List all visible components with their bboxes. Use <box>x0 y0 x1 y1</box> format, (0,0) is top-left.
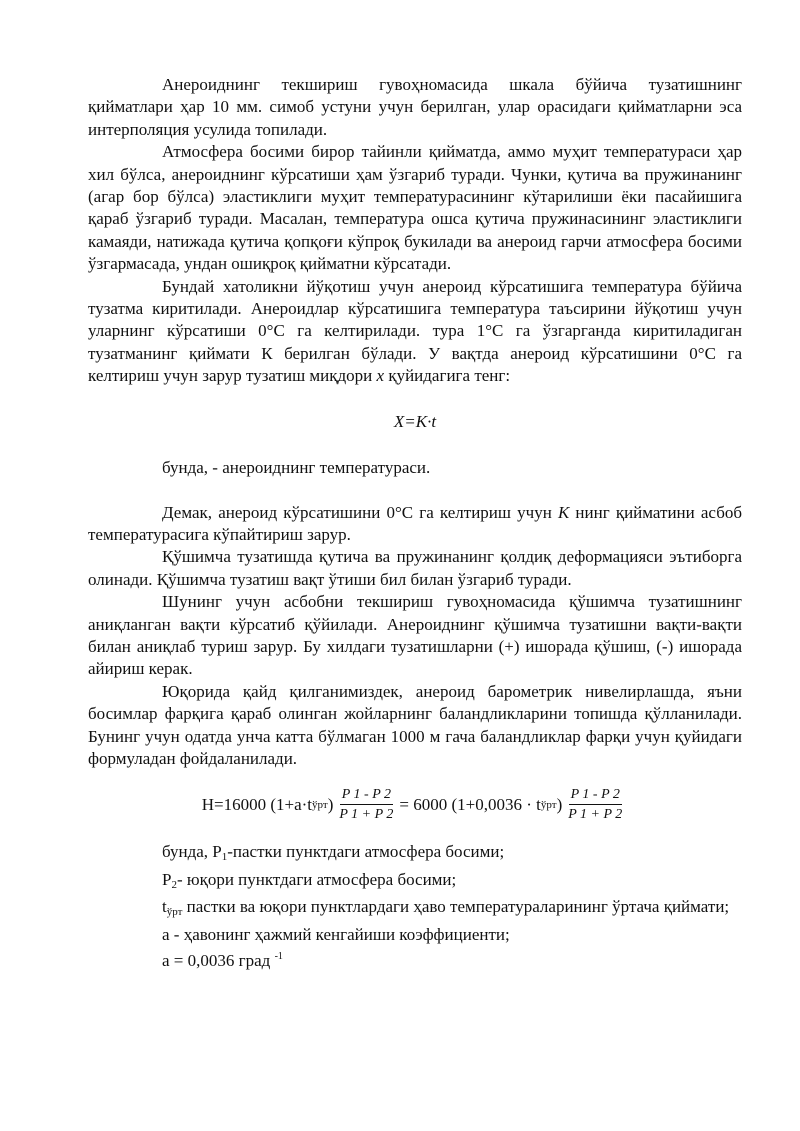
fraction-2-numerator: P 1 - P 2 <box>569 786 622 805</box>
formula-sub1: ўрт <box>312 798 328 811</box>
definition-t-rest: пастки ва юқори пунктлардаги ҳаво температураларининг ўртача қиймати; <box>182 897 730 917</box>
paragraph-multiply-k <box>88 502 742 547</box>
p5-text-a: Демак, анероид кўрсатишини 0°С га келтириш учун <box>162 502 558 522</box>
definition-p1-rest: -пастки пунктдаги атмосфера босими; <box>227 842 505 862</box>
definition-a: а - ҳавонинг ҳажмий кенгайиши коэффициенти; <box>162 924 510 944</box>
spacer <box>88 480 742 502</box>
paragraph-temperature-correction <box>88 276 742 388</box>
p3-text-b: қуйидагига тенг: <box>384 366 511 386</box>
formula-sub2: ўрт <box>540 798 557 811</box>
paragraph-additional-correction: Қўшимча тузатишда қутича ва пружинанинг қолдиқ деформацияси эътиборга олинади. Қўшимча тузатиш вақт ўтиши бил билан ўзгариб туради. <box>88 547 742 589</box>
definition-p2 <box>88 869 742 896</box>
fraction-2 <box>566 786 624 823</box>
definition-p2-rest: - юқори пунктдаги атмосфера босими; <box>176 869 457 889</box>
fraction-1 <box>337 786 395 823</box>
paragraph-barometric-levelling: Юқорида қайд қилганимиздек, анероид барометрик нивелирлашда, яъни босимлар фарқига қараб олинган жойларнинг баландликларини топишда қўлланилади. Бунинг учун одатда унча катта бўлмаган 1000 м гача баландликлар фарқи учун қуйидаги формуладан фойдаланилади. <box>88 681 742 768</box>
formula-close2: ) <box>556 794 563 814</box>
definition-p2-sub: 2 <box>171 878 177 891</box>
p5-variable-k: К <box>557 502 570 522</box>
definition-t-text: t <box>162 897 167 917</box>
definition-t-average <box>88 896 742 923</box>
definition-p1 <box>88 841 742 868</box>
definition-p2-text: Р <box>162 869 172 889</box>
definition-p1-text: бунда, Р <box>162 842 222 862</box>
paragraph-temperature-effect: Атмосфера босими бирор тайинли қийматда, аммо муҳит температураси ҳар хил бўлса, анероиднинг кўрсатиши ҳам ўзгариб туради. Чунки, қутича ва пружинанинг (агар бор бўлса) эластиклиги муҳит температурасининг кўтарилиши ёки пасайишига қараб ўзгариб туради. Масалан, температура ошса қутича пружинасининг эластиклиги камаяди, натижада қутича қопқоғи кўпроқ букилади ва анероид гарчи атмосфера босими ўзгармасада, ундан ошиқроқ қийматни кўрсатади. <box>88 142 742 274</box>
p3-text-a: Бундай хатоликни йўқотиш учун анероид кўрсатишига температура бўйича тузатма киритилади. Анероидлар кўрсатишига температура таъсирини йўқотиш учун уларнинг кўрсатиши 0°С га келтирилади. тура 1°С га ўзгарганда киритиладиган тузатманинг қиймати К берилган бўлади. У вақтда анероид кўрсатишини 0°С га келтириш учун зарур тузатиш миқдори <box>88 276 742 386</box>
p5-text-b: нинг қийматини асбоб температурасига кўпайтириш зарур. <box>88 502 742 544</box>
paragraph-scale-correction: Анероиднинг текшириш гувоҳномасида шкала бўйича тузатишнинг қийматлари ҳар 10 мм. симоб устуни учун берилган, улар орасидаги қийматларни эса интерполяция усулида топилади. <box>88 75 742 139</box>
formula-mid: = 6000 (1+0,0036 · t <box>399 794 541 814</box>
p3-variable-x: x <box>376 366 385 386</box>
fraction-1-denominator: P 1 + P 2 <box>339 807 394 823</box>
definition-a-value-exponent: -1 <box>274 951 283 962</box>
text-column <box>88 74 742 972</box>
formula-height-difference <box>88 786 742 823</box>
formula-left: H=16000 (1+a·t <box>201 794 313 814</box>
definition-t-sub: ўрт <box>166 906 183 919</box>
equation-correction: X=K·t <box>393 411 437 431</box>
paragraph-certificate: Шунинг учун асбобни текшириш гувоҳномасида қўшимча тузатишнинг аниқланган вақти кўрсатиб қўйилади. Анероиднинг қўшимча тузатишни вақти-вақти билан аниқлаб туриш зарур. Бу хилдаги тузатишларни (+) ишорада қўшиш, (-) ишорада айириш керак. <box>88 592 742 679</box>
definition-p1-sub: 1 <box>221 851 228 864</box>
fraction-1-numerator: P 1 - P 2 <box>340 786 393 805</box>
fraction-2-denominator: P 1 + P 2 <box>568 807 623 823</box>
paragraph-where-temperature: бунда, - анероиднинг температураси. <box>162 458 431 478</box>
formula-close1: ) <box>327 794 334 814</box>
definition-a-value-text: а = 0,0036 град <box>162 951 275 970</box>
definition-a-value <box>88 946 742 972</box>
